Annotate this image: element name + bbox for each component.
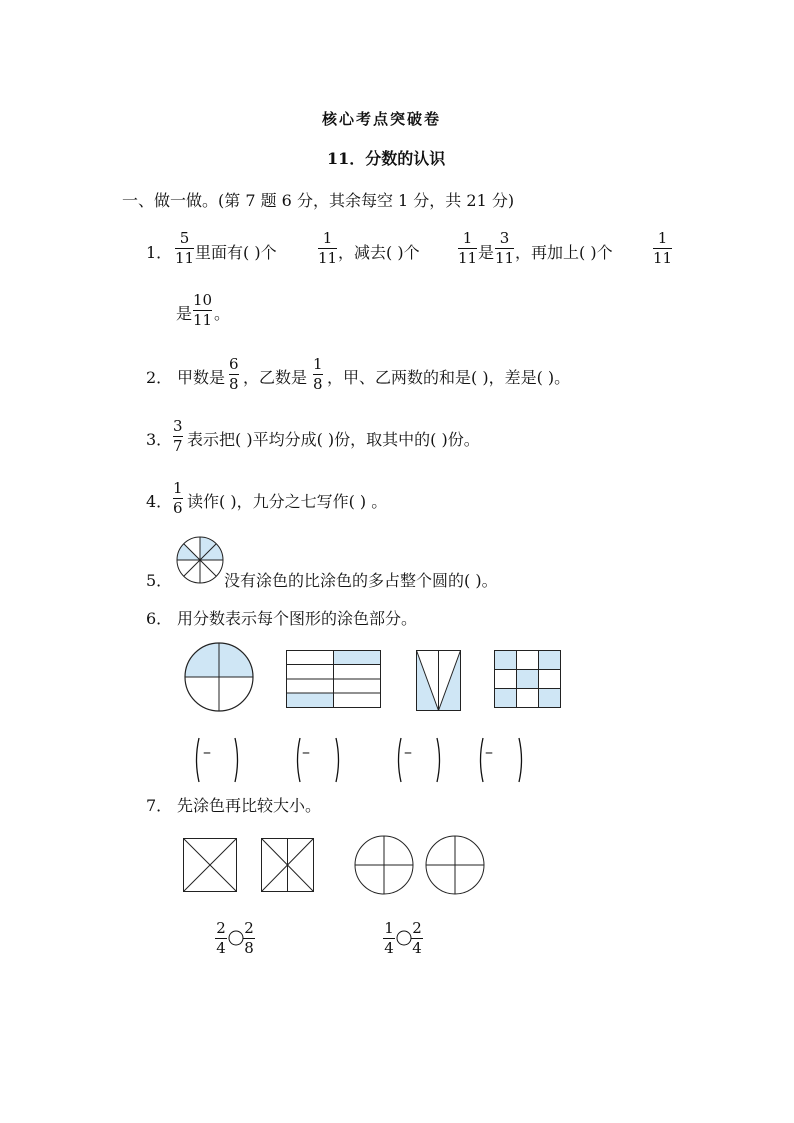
q6-number: 6． [146,609,173,628]
q1-text-1: 里面有( )个 [195,243,277,262]
q4-number: 4． [146,492,173,511]
q6-figure-3x3-grid [494,650,561,708]
q2-text-3: ，甲、乙两数的和是( )，差是( )。 [327,368,571,387]
q6-text-1: 用分数表示每个图形的涂色部分。 [177,609,418,628]
q6-blank-mark-4: – [485,742,493,761]
q6-blank-mark-3: – [404,742,412,761]
q5-text-1: 没有涂色的比涂色的多占整个圆的( )。 [224,571,498,590]
q7-compare1-left: 2 4 [216,919,226,957]
q1-fraction-10-11: 10 11 [193,291,213,329]
q1-text-6: 。 [214,304,231,323]
q7-text-1: 先涂色再比较大小。 [177,796,322,815]
q7-compare2-left: 1 4 [384,919,394,957]
q6-figure-rect-grid [286,650,381,708]
q1-number: 1． [146,243,173,262]
q4-fraction-1-6: 1 6 [173,479,183,517]
q6-blank-mark-1: – [203,742,211,761]
q7-circle-1[interactable] [354,835,414,895]
q1-fraction-5-11: 5 11 [175,229,195,267]
page-subtitle: 11．分数的认识 [327,149,446,168]
q5-circle-figure [176,536,224,584]
q2-fraction-6-8: 6 8 [229,355,239,393]
q6-figure-triangles [416,650,461,711]
q1-text-3: 是 [478,243,495,262]
q2-number: 2． [146,368,173,387]
q2-fraction-1-8: 1 8 [313,355,323,393]
q4-text-1: 读作( )，九分之七写作( ) 。 [187,492,388,511]
q7-square-quarters[interactable] [183,838,237,892]
q7-compare1-circle-blank[interactable] [228,930,244,946]
q1-fraction-1-11-c: 1 11 [653,229,673,267]
q1-fraction-3-11: 3 11 [495,229,515,267]
q7-compare1-right: 2 8 [244,919,254,957]
q6-answer-blank-3[interactable] [395,736,443,784]
q6-figure-circle-quarters [184,642,254,712]
q7-compare2-circle-blank[interactable] [396,930,412,946]
q3-number: 3． [146,430,173,449]
q6-answer-blank-1[interactable] [193,736,241,784]
q1-fraction-1-11-a: 1 11 [318,229,338,267]
q1-text-5: 是 [176,304,193,323]
q1-text-2: ，减去( )个 [338,243,420,262]
q1-text-4: ，再加上( )个 [515,243,613,262]
q3-fraction-3-7: 3 7 [173,417,183,455]
q2-text-2: ，乙数是 [243,368,308,387]
q3-text-1: 表示把( )平均分成( )份，取其中的( )份。 [187,430,480,449]
section-heading: 一、做一做。(第 7 题 6 分，其余每空 1 分，共 21 分) [122,191,515,210]
q7-compare2-right: 2 4 [412,919,422,957]
q5-number: 5． [146,571,173,590]
q2-text-1: 甲数是 [177,368,226,387]
q1-fraction-1-11-b: 1 11 [458,229,478,267]
q7-number: 7． [146,796,173,815]
page-title: 核心考点突破卷 [322,110,442,128]
q7-circle-2[interactable] [425,835,485,895]
q6-blank-mark-2: – [302,742,310,761]
q7-square-eighths[interactable] [261,838,314,892]
